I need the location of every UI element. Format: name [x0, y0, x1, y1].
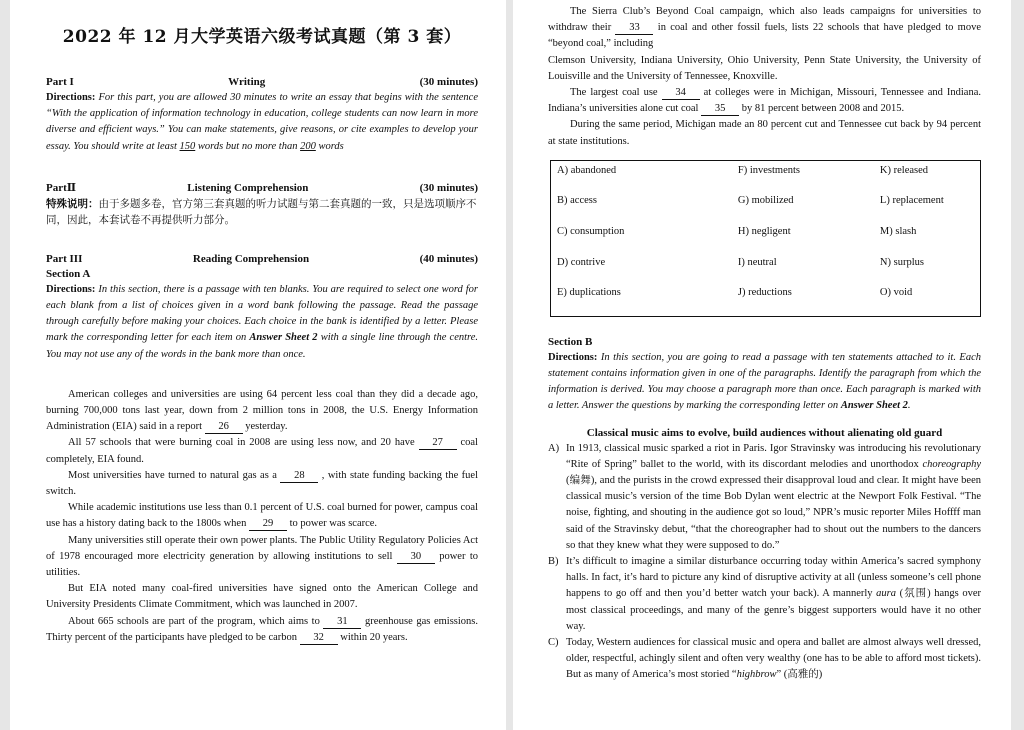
passage-b-paragraph-c: C) Today, Western audiences for classical music and opera and ballet are almost always well dressed, older, respectful, achingly silent and often very wealthy (one has to be able to afford most tickets). But as many of America’s most storied “highbrow” (高雅的) [548, 637, 981, 681]
part3-label: Part III [46, 252, 83, 265]
part2-name: Listening Comprehension [187, 181, 309, 194]
word-option: N) surplus [879, 256, 924, 268]
part3-header [46, 252, 478, 267]
passage-paragraph: Clemson University, Indiana University, Ohio University, Penn State University, the University of Louisville and the University of Tennessee, Knoxville. [548, 54, 981, 82]
word-option: A) abandoned [557, 164, 617, 176]
word-option: M) slash [879, 226, 917, 238]
part1-directions: Directions: For this part, you are allowed 30 minutes to write an essay that begins with the sentence “With the application of information technology in education, college students can now learn in more diverse and efficient ways.” You can make statements, give reasons, or cite examples to develop your essay. You should write at least 150 words but no more than 200 words [46, 92, 478, 152]
passage-b-paragraph-b: B) It’s difficult to imagine a similar disturbance occurring today within America’s sacred symphony halls. In fact, it’s hard to picture any kind of disruptive activity at all (unless someone’s cell phone happens to go off and then you’d better watch your back). A mannerly aura (氛围) hangs over most classical proceedings, and many of the genre’s biggest supporters would have it no other way. [548, 556, 981, 632]
part2-note: 特殊说明：由于多题多卷，官方第三套真题的听力试题与第二套真题的一致，只是选项顺序不同，因此，本套试卷不再提供听力部分。 [46, 197, 477, 226]
answer-sheet-ref: Answer Sheet 2 [249, 332, 318, 344]
word-option: J) reductions [737, 287, 792, 299]
part2-header [46, 181, 478, 196]
part1-label: Part I [46, 76, 74, 88]
exam-title: 2022 年 12 月大学英语六级考试真题（第 3 套） [62, 27, 462, 47]
directions-label: Directions: [46, 92, 96, 103]
section-a-heading: Section A [46, 267, 91, 280]
passage-paragraph: During the same period, Michigan made an 80 percent cut and Tennessee cut back by 94 percent at state institutions. [548, 119, 981, 147]
section-b-directions: Directions: In this section, you are going to read a passage with ten statements attached to it. Each statement contains information given in one of the paragraphs. Identify the paragraph from which the information is derived. You may choose a paragraph more than once. Each paragraph is marked with a letter. Answer the questions by marking the corresponding letter on Answer Sheet 2. [548, 351, 981, 412]
part3-name: Reading Comprehension [192, 252, 310, 265]
word-option: O) void [879, 287, 913, 299]
passage-b-title: Classical music aims to evolve, build audiences without alienating old guard [586, 426, 943, 439]
word-option: I) neutral [737, 256, 777, 268]
blank-33: 33 [615, 22, 653, 35]
word-option: H) negligent [737, 226, 791, 238]
passage-paragraph: While academic institutions use less than 0.1 percent of U.S. coal burned for power, campus coal use has a history dating back to the 1800s when 29 to power was scarce. [46, 502, 478, 530]
word-option: K) released [879, 164, 929, 176]
min-words: 150 [179, 140, 196, 152]
section-a-directions: Directions: In this section, there is a passage with ten blanks. You are required to select one word for each blank from a list of choices given in a word bank following the passage. Read the passage through carefully before making your choices. Each choice in the bank is identified by a letter. Please mark the corresponding letter for each item on Answer Sheet 2 with a single line through the centre. You may not use any of the words in the bank more than once. [46, 283, 478, 360]
passage-paragraph: All 57 schools that were burning coal in 2008 are using less now, and 20 have 27 coal completely, EIA found. [46, 437, 478, 465]
max-words: 200 [300, 140, 316, 152]
blank-30: 30 [397, 551, 435, 564]
word-option: E) duplications [557, 287, 621, 299]
blank-32: 32 [300, 632, 338, 645]
word-option: C) consumption [557, 226, 625, 238]
part3-time: (40 minutes) [419, 252, 478, 265]
part2-label: PartⅡ [46, 181, 77, 194]
word-option: B) access [557, 195, 597, 207]
passage-paragraph: About 665 schools are part of the program, which aims to 31 greenhouse gas emissions. Thirty percent of the participants have pledged to be carbon 32 within 20 years. [46, 615, 478, 643]
blank-26: 26 [205, 421, 243, 434]
word-bank [550, 160, 981, 317]
passage-paragraph: Most universities have turned to natural gas as a 28 , with state funding backing the fuel switch. [46, 469, 478, 498]
passage-paragraph: American colleges and universities are using 64 percent less coal than they did a decade ago, burning 700,000 tons last year, down from 2 million tons in 2008, the U.S. Energy Information Administration (EIA) said in a report 26 yesterday. [46, 388, 478, 433]
passage-paragraph: The largest coal use 34 at colleges were in Michigan, Missouri, Tennessee and Indiana. Indiana’s universities alone cut coal 35 by 81 percent between 2008 and 2015. [548, 87, 982, 115]
passage-paragraph: Many universities still operate their own power plants. The Public Utility Regulatory Policies Act of 1978 encouraged more electricity generation by allowing institutions to sell 30 power to utilities. [46, 534, 478, 579]
word-option: L) replacement [879, 195, 944, 207]
part1-time: (30 minutes) [419, 76, 478, 88]
blank-29: 29 [249, 518, 287, 531]
part2-time: (30 minutes) [419, 181, 478, 194]
part1-header [46, 75, 478, 90]
part1-name: Writing [228, 76, 266, 88]
blank-35: 35 [701, 103, 739, 116]
blank-34: 34 [662, 87, 700, 100]
blank-28: 28 [280, 470, 318, 483]
passage-paragraph: But EIA noted many coal-fired universities have signed onto the American College and University Presidents Climate Commitment, which was launched in 2007. [46, 583, 478, 611]
blank-27: 27 [419, 437, 457, 450]
page-left [10, 0, 506, 730]
page-right [513, 0, 1011, 730]
word-option: D) contrive [557, 256, 606, 268]
passage-b-paragraph-a: A) In 1913, classical music sparked a riot in Paris. Igor Stravinsky was introducing his revolutionary “Rite of Spring” ballet to the world, with its discordant melodies and unorthodox choreography (编舞), and the purists in the crowd expressed their disapproval loud and clear. It might have been classical music’s version of the time Bob Dylan went electric at the Newport Folk Festival. “The noise, fighting, and shouting in the audience got so loud,” NPR’s music reporter Miles Hoffff man said of the Stravinsky debut, “that the choreographer had to shout out the numbers to the dancers so that they knew what they were supposed to do.” [548, 442, 981, 551]
passage-paragraph: The Sierra Club’s Beyond Coal campaign, which also leads campaigns for universities to withdraw their 33 in coal and other fossil fuels, lists 22 schools that have pledged to move “beyond coal,” including [548, 6, 981, 50]
word-option: G) mobilized [737, 195, 794, 207]
blank-31: 31 [323, 616, 361, 629]
section-b-heading: Section B [548, 335, 593, 348]
answer-sheet-ref: Answer Sheet 2 [840, 400, 908, 412]
word-option: F) investments [737, 164, 800, 176]
